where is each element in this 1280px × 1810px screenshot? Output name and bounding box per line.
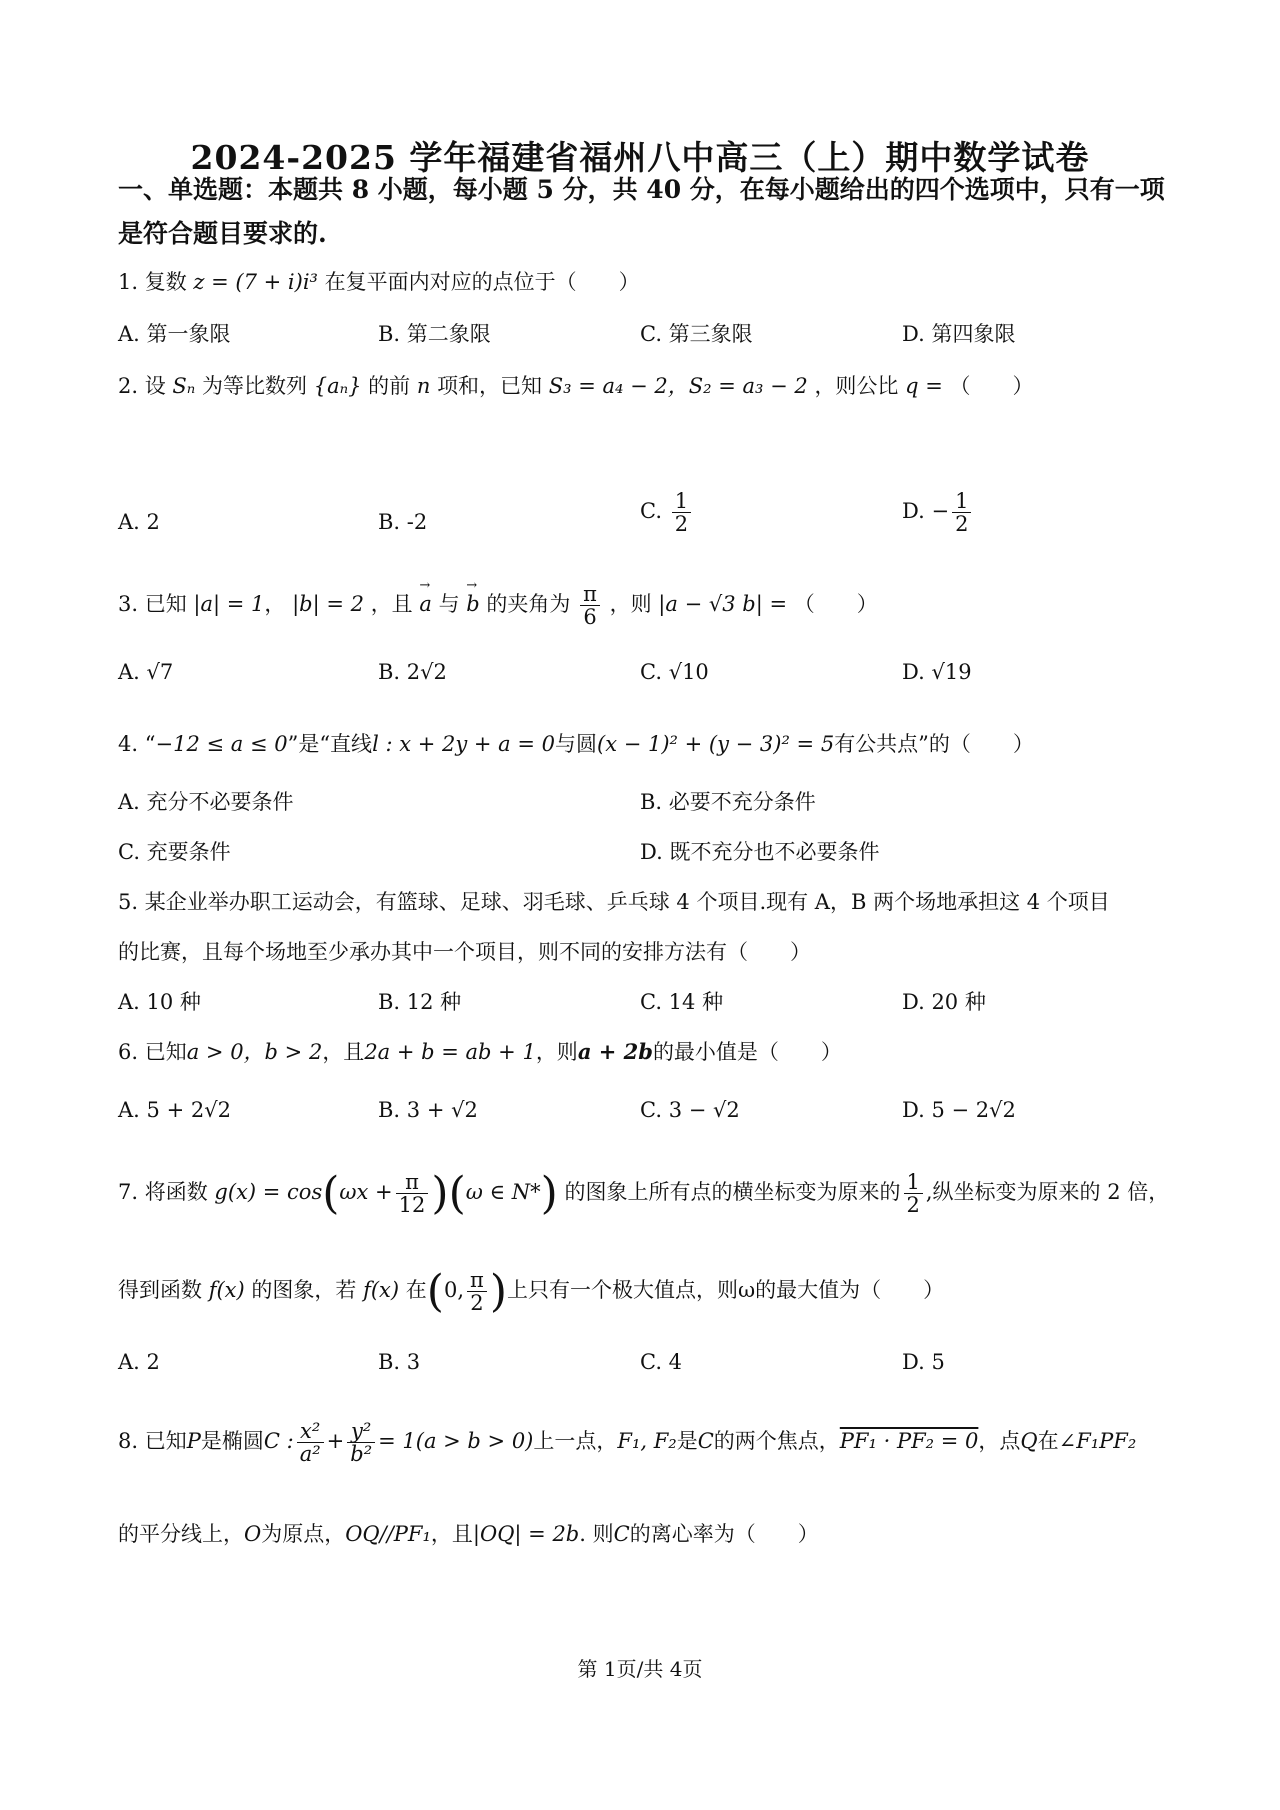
question-6: 6. 已知a > 0，b > 2，且2a + b = ab + 1，则a + 2b的最小值是（ ） bbox=[118, 1039, 842, 1064]
question-8: 8. 已知P是椭圆C : $\frac{\text{x²}}{\text{a²}}$ + $\frac{\text{y²}}{\text{b²}}$ = 1(a > b > 0)上一点，F₁, F₂是C的两个焦点，PF₁ · PF₂ = 0，点Q在∠F₁PF₂ bbox=[118, 1419, 1137, 1467]
q6-option-c: C. 3 − √2 bbox=[640, 1098, 740, 1122]
q2-option-c: C. $\frac{1}{2}$ bbox=[640, 490, 694, 535]
q5-option-b: B. 12 种 bbox=[378, 990, 462, 1014]
question-4: 4. “−12 ≤ a ≤ 0”是“直线l : x + 2y + a = 0与圆(x − 1)² + (y − 3)² = 5有公共点”的（ ） bbox=[118, 732, 1034, 756]
question-5-line2: 的比赛，且每个场地至少承办其中一个项目，则不同的安排方法有（ ） bbox=[118, 940, 811, 964]
q5-option-a: A. 10 种 bbox=[118, 990, 201, 1014]
q5-option-d: D. 20 种 bbox=[902, 990, 986, 1014]
q2-option-d: D. − $\frac{1}{2}$ bbox=[902, 490, 974, 535]
question-5: 5. 某企业举办职工运动会，有篮球、足球、羽毛球、乒乓球 4 个项目.现有 A，B 两个场地承担这 4 个项目 bbox=[118, 890, 1110, 914]
q1-option-b: B. 第二象限 bbox=[378, 322, 491, 346]
question-8-line2: 的平分线上，O为原点，OQ//PF₁，且|OQ| = 2b. 则C的离心率为（ ） bbox=[118, 1522, 819, 1546]
q3-option-a: A. √7 bbox=[118, 660, 174, 684]
q3-option-c: C. √10 bbox=[640, 660, 709, 684]
q1-formula: z = (7 + i)i³ bbox=[193, 270, 318, 294]
q7-option-d: D. 5 bbox=[902, 1350, 945, 1374]
q3-option-b: B. 2√2 bbox=[378, 660, 447, 684]
q4-option-d: D. 既不充分也不必要条件 bbox=[640, 840, 880, 864]
q2-option-b: B. -2 bbox=[378, 510, 428, 534]
q6-option-b: B. 3 + √2 bbox=[378, 1098, 478, 1122]
q3-option-d: D. √19 bbox=[902, 660, 972, 684]
section-heading-line1: 一、单选题：本题共 8 小题，每小题 5 分，共 40 分，在每小题给出的四个选项中，只有一项 bbox=[118, 175, 1165, 204]
page-title: 2024-2025 学年福建省福州八中高三（上）期中数学试卷 bbox=[190, 138, 1090, 177]
q5-option-c: C. 14 种 bbox=[640, 990, 724, 1014]
q7-option-c: C. 4 bbox=[640, 1350, 683, 1374]
q1-option-d: D. 第四象限 bbox=[902, 322, 1016, 346]
q2-option-a: A. 2 bbox=[118, 510, 160, 534]
q6-option-a: A. 5 + 2√2 bbox=[118, 1098, 231, 1122]
question-7: 7. 将函数 g(x) = cos(ωx + $\frac{\pi}{12}$ )(ω ∈ N*) 的图象上所有点的横坐标变为原来的 $\frac{1}{2}$ ,纵坐标变为原来的 2 倍， bbox=[118, 1168, 1170, 1219]
q1-option-a: A. 第一象限 bbox=[118, 322, 231, 346]
q7-option-a: A. 2 bbox=[118, 1350, 160, 1374]
q7-option-b: B. 3 bbox=[378, 1350, 421, 1374]
q6-option-d: D. 5 − 2√2 bbox=[902, 1098, 1016, 1122]
question-2: 2. 设 Sₙ 为等比数列 {aₙ} 的前 n 项和，已知 S₃ = a₄ − 2，S₂ = a₃ − 2 ，则公比 q = （ ） bbox=[118, 374, 1034, 398]
question-1: 1. 复数 z = (7 + i)i³ 在复平面内对应的点位于（ ） bbox=[118, 270, 640, 294]
page-footer: 第 1页/共 4页 bbox=[577, 1657, 703, 1681]
q1-option-c: C. 第三象限 bbox=[640, 322, 753, 346]
question-3: 3. 已知 |a| = 1， |b| = 2 ，且 → a 与 → b 的夹角为 $\frac{\pi}{6}$ ，则 |a − √3 b| = （ ） bbox=[118, 583, 1178, 628]
q4-option-c: C. 充要条件 bbox=[118, 840, 231, 864]
q4-option-a: A. 充分不必要条件 bbox=[118, 790, 294, 814]
q4-option-b: B. 必要不充分条件 bbox=[640, 790, 816, 814]
section-heading-line2: 是符合题目要求的. bbox=[118, 219, 327, 248]
question-7-line2: 得到函数 f(x) 的图象，若 f(x) 在(0, $\frac{\pi}{2}$ )上只有一个极大值点，则ω的最大值为（ ） bbox=[118, 1266, 945, 1317]
